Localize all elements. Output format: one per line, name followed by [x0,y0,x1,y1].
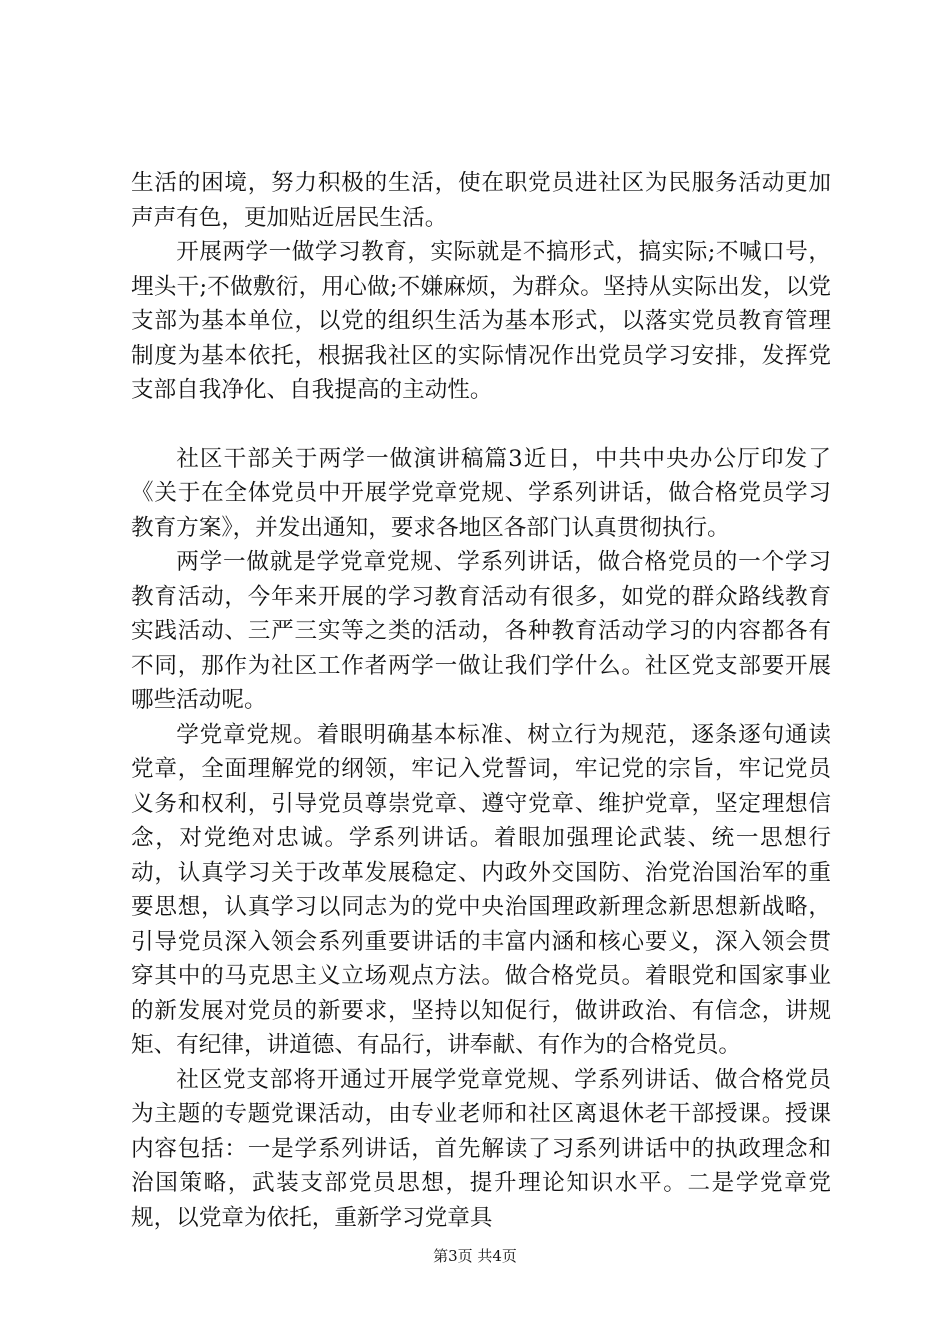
paragraph-5: 学党章党规。着眼明确基本标准、树立行为规范，逐条逐句通读党章，全面理解党的纲领，牢记入党誓词，牢记党的宗旨，牢记党员义务和权利，引导党员尊崇党章、遵守党章、维护党章，坚定理想信念，对党绝对忠诚。学系列讲话。着眼加强理论武装、统一思想行动，认真学习关于改革发展稳定、内政外交国防、治党治国治军的重要思想，认真学习以同志为的党中央治国理政新理念新思想新战略，引导党员深入领会系列重要讲话的丰富内涵和核心要义，深入领会贯穿其中的马克思主义立场观点方法。做合格党员。着眼党和国家事业的新发展对党员的新要求，坚持以知促行，做讲政治、有信念，讲规矩、有纪律，讲道德、有品行，讲奉献、有作为的合格党员。 [131,721,831,1058]
paragraph-6: 社区党支部将开通过开展学党章党规、学系列讲话、做合格党员为主题的专题党课活动，由专业老师和社区离退休老干部授课。授课内容包括：一是学系列讲话，首先解读了习系列讲话中的执政理念和治国策略，武装支部党员思想，提升理论知识水平。二是学党章党规，以党章为依托，重新学习党章具 [131,1066,831,1231]
document-body [131,166,831,1235]
paragraph-1: 生活的困境，努力积极的生活，使在职党员进社区为民服务活动更加声声有色，更加贴近居民生活。 [131,170,831,231]
paragraph-gap [131,408,831,442]
page-footer: 第3页 共4页 [433,1247,517,1265]
paragraph-3: 社区干部关于两学一做演讲稿篇3近日，中共中央办公厅印发了《关于在全体党员中开展学党章党规、学系列讲话，做合格党员学习教育方案》，并发出通知，要求各地区各部门认真贯彻执行。 [131,445,831,541]
paragraph-2: 开展两学一做学习教育，实际就是不搞形式，搞实际;不喊口号，埋头干;不做敷衍，用心做;不嫌麻烦，为群众。坚持从实际出发，以党支部为基本单位，以党的组织生活为基本形式，以落实党员教育管理制度为基本依托，根据我社区的实际情况作出党员学习安排，发挥党支部自我净化、自我提高的主动性。 [131,239,831,403]
paragraph-4: 两学一做就是学党章党规、学系列讲话，做合格党员的一个学习教育活动，今年来开展的学习教育活动有很多，如党的群众路线教育实践活动、三严三实等之类的活动，各种教育活动学习的内容都各有不同，那作为社区工作者两学一做让我们学什么。社区党支部要开展哪些活动呢。 [131,549,831,713]
